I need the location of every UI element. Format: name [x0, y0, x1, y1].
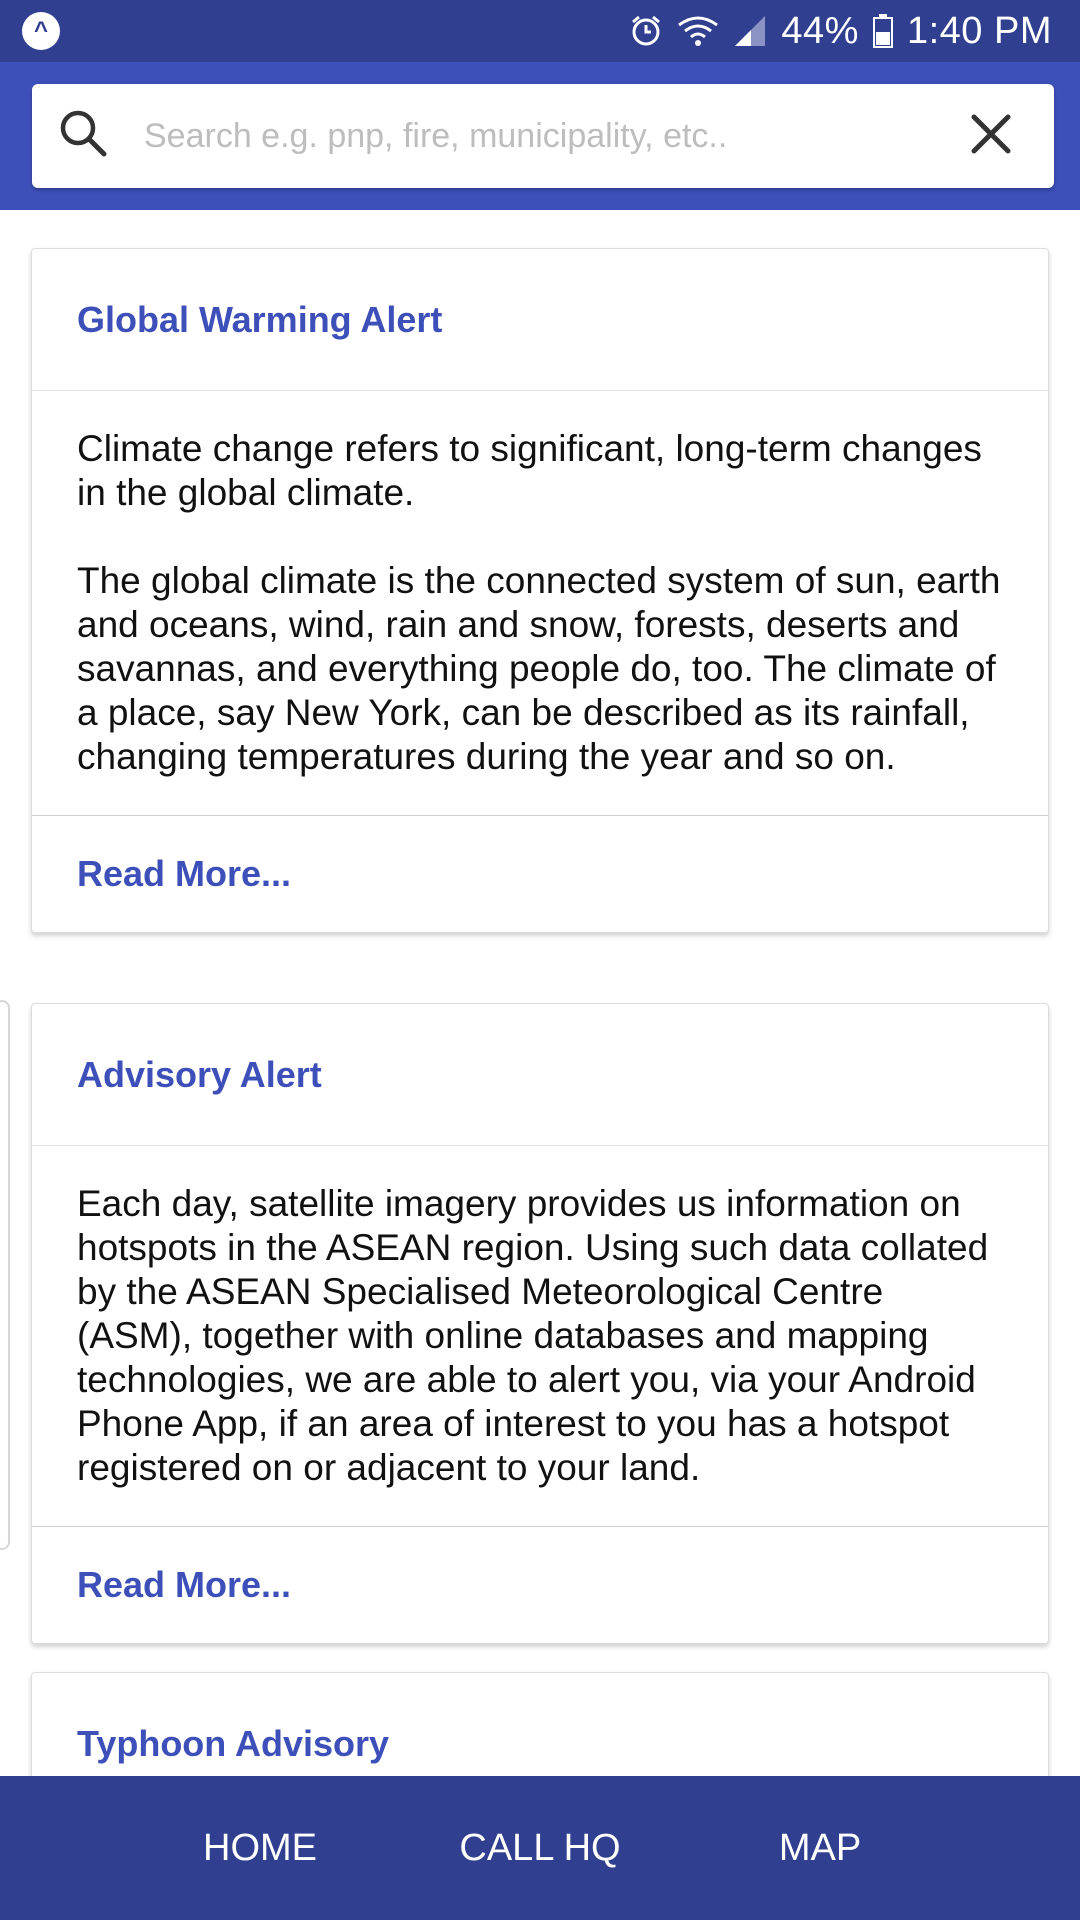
nav-map-button[interactable]: MAP: [778, 1826, 862, 1869]
alert-paragraph: Climate change refers to significant, long-term changes in the global climate.: [77, 428, 982, 513]
read-more-link[interactable]: Read More...: [77, 1564, 292, 1605]
alert-body: [32, 1146, 1048, 1527]
status-left: [22, 12, 60, 50]
alert-title: Global Warming Alert: [32, 249, 1048, 391]
app-header: [0, 62, 1080, 210]
alert-paragraph: The global climate is the connected system of sun, earth and oceans, wind, rain and snow, forests, deserts and savannas, and everything people do, too. The climate of a place, say New York, can be described as its rainfall, changing temperatures during the year and so on.: [77, 560, 1001, 777]
alert-body: [32, 391, 1048, 816]
close-icon[interactable]: [966, 109, 1054, 164]
wifi-icon: [677, 15, 719, 47]
alarm-icon: [629, 14, 663, 48]
alert-title: Advisory Alert: [32, 1004, 1048, 1146]
side-panel-edge[interactable]: [0, 1000, 10, 1550]
bottom-navigation: [0, 1776, 1080, 1920]
search-bar[interactable]: [32, 84, 1054, 188]
status-time: 1:40 PM: [906, 9, 1052, 52]
battery-percent: 44%: [781, 9, 859, 52]
search-input[interactable]: [114, 96, 966, 176]
status-bar: [0, 0, 1080, 62]
alert-card: [31, 1003, 1049, 1644]
status-right: [629, 10, 1052, 53]
alert-title: Typhoon Advisory: [32, 1673, 1048, 1776]
alert-card: [31, 248, 1049, 933]
alerts-list[interactable]: [0, 210, 1080, 1776]
alert-paragraph: Each day, satellite imagery provides us information on hotspots in the ASEAN region. Using such data collated by the ASEAN Specialised Meteorological Centre (ASM), together with online databases and mapping technologies, we are able to alert you, via your Android Phone App, if an area of interest to you has a hotspot registered on or adjacent to your land.: [77, 1183, 989, 1488]
signal-icon: [733, 14, 767, 48]
search-icon[interactable]: [32, 104, 114, 169]
read-more-link[interactable]: Read More...: [77, 853, 292, 894]
nav-home-button[interactable]: HOME: [203, 1826, 317, 1869]
battery-icon: [873, 14, 893, 48]
nav-call-hq-button[interactable]: CALL HQ: [459, 1826, 621, 1869]
app-badge-icon: ^: [22, 12, 60, 50]
alert-card: [31, 1672, 1049, 1776]
